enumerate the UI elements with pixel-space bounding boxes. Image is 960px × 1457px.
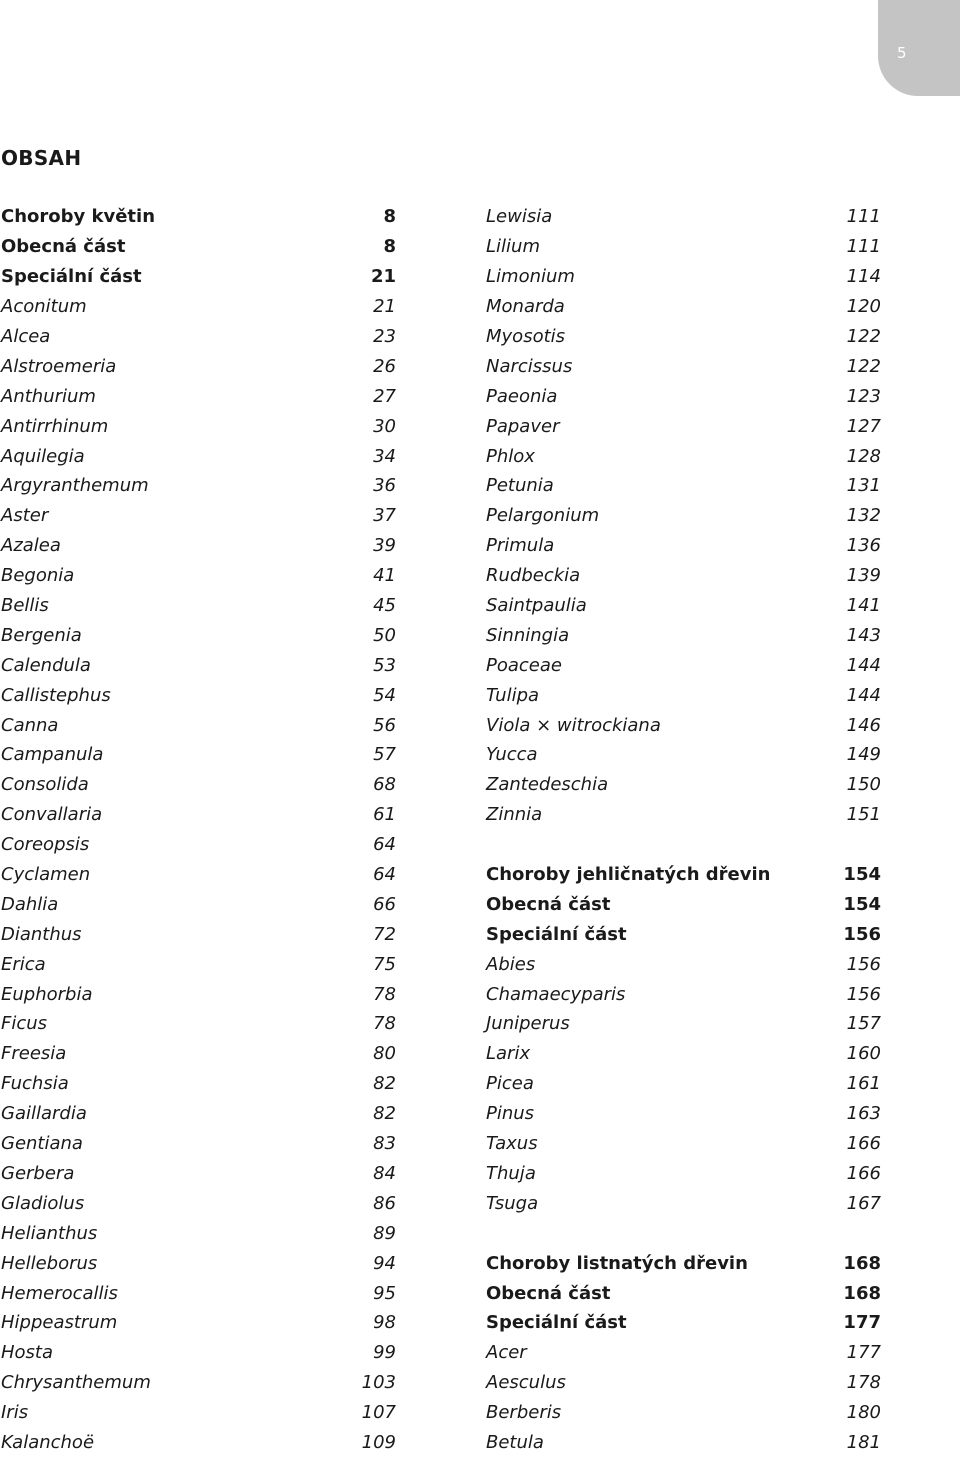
toc-entry-page: 141 xyxy=(846,595,881,617)
toc-entry-row xyxy=(1,322,396,352)
toc-entry-title: Paeonia xyxy=(486,385,558,407)
toc-entry-row xyxy=(1,441,396,471)
toc-entry-row xyxy=(1,1368,396,1398)
toc-left-column xyxy=(1,202,396,1457)
toc-spacer xyxy=(486,830,881,860)
toc-entry-row xyxy=(1,800,396,830)
toc-entry-title: Aster xyxy=(1,505,49,527)
toc-entry-page: 146 xyxy=(846,714,881,736)
toc-entry-page: 82 xyxy=(373,1073,396,1095)
toc-entry-row xyxy=(1,1308,396,1338)
toc-entry-title: Canna xyxy=(1,714,59,736)
toc-entry-row xyxy=(486,1069,881,1099)
toc-entry-page: 53 xyxy=(373,654,396,676)
toc-entry-page: 41 xyxy=(373,565,396,587)
toc-entry-title: Pelargonium xyxy=(486,505,600,527)
toc-entry-title: Ficus xyxy=(1,1013,48,1035)
toc-entry-title: Argyranthemum xyxy=(1,475,149,497)
toc-entry-row xyxy=(1,1159,396,1189)
toc-entry-title: Thuja xyxy=(486,1162,536,1184)
toc-entry-row xyxy=(486,381,881,411)
toc-entry-row xyxy=(486,1338,881,1368)
toc-section-row xyxy=(486,919,881,949)
toc-entry-page: 149 xyxy=(846,744,881,766)
toc-entry-row xyxy=(486,471,881,501)
toc-entry-page: 122 xyxy=(846,355,881,377)
toc-entry-title: Juniperus xyxy=(486,1013,570,1035)
toc-entry-title: Narcissus xyxy=(486,355,573,377)
toc-entry-page: 34 xyxy=(373,445,396,467)
toc-entry-page: 128 xyxy=(846,445,881,467)
toc-entry-title: Kalanchoë xyxy=(1,1431,95,1453)
page-number-tab xyxy=(878,0,960,96)
toc-entry-row xyxy=(1,1338,396,1368)
toc-entry-title: Hippeastrum xyxy=(1,1312,118,1334)
toc-entry-row xyxy=(1,979,396,1009)
toc-entry-title: Saintpaulia xyxy=(486,595,587,617)
toc-section-row xyxy=(1,202,396,232)
toc-entry-page: 98 xyxy=(373,1312,396,1334)
toc-entry-page: 154 xyxy=(843,864,881,886)
toc-entry-row xyxy=(486,650,881,680)
toc-entry-page: 99 xyxy=(373,1342,396,1364)
toc-entry-row xyxy=(1,830,396,860)
toc-entry-title: Bellis xyxy=(1,595,49,617)
toc-entry-title: Bergenia xyxy=(1,624,82,646)
toc-right-column xyxy=(486,202,881,1457)
toc-entry-row xyxy=(1,860,396,890)
toc-entry-page: 82 xyxy=(373,1103,396,1125)
toc-entry-title: Gentiana xyxy=(1,1133,83,1155)
toc-entry-row xyxy=(1,471,396,501)
toc-entry-page: 8 xyxy=(383,236,396,258)
toc-entry-page: 163 xyxy=(846,1103,881,1125)
toc-entry-page: 54 xyxy=(373,684,396,706)
toc-entry-row xyxy=(486,411,881,441)
toc-entry-title: Choroby listnatých dřevin xyxy=(486,1252,748,1274)
toc-entry-row xyxy=(1,531,396,561)
toc-entry-row xyxy=(1,740,396,770)
toc-entry-row xyxy=(1,351,396,381)
toc-entry-row xyxy=(1,680,396,710)
toc-entry-title: Monarda xyxy=(486,296,565,318)
toc-entry-page: 68 xyxy=(373,774,396,796)
toc-entry-title: Erica xyxy=(1,953,46,975)
toc-entry-row xyxy=(1,411,396,441)
toc-entry-title: Helianthus xyxy=(1,1222,98,1244)
toc-entry-page: 131 xyxy=(846,475,881,497)
toc-entry-title: Cyclamen xyxy=(1,864,91,886)
toc-entry-row xyxy=(486,1368,881,1398)
toc-entry-title: Aquilegia xyxy=(1,445,85,467)
toc-entry-title: Alstroemeria xyxy=(1,355,117,377)
toc-entry-page: 57 xyxy=(373,744,396,766)
toc-entry-page: 177 xyxy=(846,1342,881,1364)
toc-entry-page: 45 xyxy=(373,595,396,617)
toc-entry-title: Convallaria xyxy=(1,804,103,826)
toc-entry-page: 156 xyxy=(846,953,881,975)
toc-entry-row xyxy=(486,1398,881,1428)
toc-entry-title: Petunia xyxy=(486,475,554,497)
toc-entry-title: Dahlia xyxy=(1,893,59,915)
toc-entry-row xyxy=(1,1278,396,1308)
toc-entry-title: Callistephus xyxy=(1,684,111,706)
toc-entry-row xyxy=(1,1428,396,1457)
toc-entry-title: Chrysanthemum xyxy=(1,1372,151,1394)
toc-entry-title: Phlox xyxy=(486,445,535,467)
toc-entry-title: Aconitum xyxy=(1,296,87,318)
toc-entry-page: 168 xyxy=(843,1252,881,1274)
toc-entry-page: 177 xyxy=(843,1312,881,1334)
toc-entry-row xyxy=(1,710,396,740)
toc-section-row xyxy=(1,232,396,262)
toc-entry-title: Obecná část xyxy=(486,893,611,915)
toc-entry-row xyxy=(486,949,881,979)
toc-entry-page: 157 xyxy=(846,1013,881,1035)
toc-entry-page: 36 xyxy=(373,475,396,497)
toc-section-row xyxy=(486,860,881,890)
toc-entry-row xyxy=(486,979,881,1009)
toc-entry-title: Obecná část xyxy=(1,236,126,258)
toc-entry-title: Zinnia xyxy=(486,804,543,826)
toc-entry-page: 72 xyxy=(373,923,396,945)
toc-entry-page: 114 xyxy=(846,266,881,288)
toc-entry-title: Sinningia xyxy=(486,624,570,646)
toc-entry-row xyxy=(486,1129,881,1159)
toc-entry-title: Gladiolus xyxy=(1,1192,85,1214)
toc-entry-title: Acer xyxy=(486,1342,527,1364)
toc-entry-title: Azalea xyxy=(1,535,61,557)
toc-entry-row xyxy=(486,620,881,650)
toc-entry-title: Helleborus xyxy=(1,1252,98,1274)
toc-entry-title: Berberis xyxy=(486,1402,562,1424)
toc-entry-page: 111 xyxy=(846,206,881,228)
toc-entry-title: Primula xyxy=(486,535,555,557)
toc-entry-page: 84 xyxy=(373,1162,396,1184)
toc-section-row xyxy=(486,1248,881,1278)
toc-entry-title: Tulipa xyxy=(486,684,540,706)
toc-entry-title: Freesia xyxy=(1,1043,67,1065)
toc-entry-row xyxy=(486,202,881,232)
toc-entry-title: Lilium xyxy=(486,236,540,258)
toc-entry-title: Antirrhinum xyxy=(1,415,109,437)
toc-entry-page: 136 xyxy=(846,535,881,557)
toc-entry-page: 80 xyxy=(373,1043,396,1065)
toc-entry-row xyxy=(486,800,881,830)
toc-entry-title: Speciální část xyxy=(1,266,142,288)
toc-entry-title: Choroby květin xyxy=(1,206,156,228)
toc-entry-title: Zantedeschia xyxy=(486,774,609,796)
toc-entry-page: 111 xyxy=(846,236,881,258)
toc-entry-row xyxy=(486,1099,881,1129)
toc-entry-title: Iris xyxy=(1,1402,29,1424)
toc-entry-page: 143 xyxy=(846,624,881,646)
toc-entry-title: Chamaecyparis xyxy=(486,983,626,1005)
toc-entry-page: 109 xyxy=(361,1431,396,1453)
toc-entry-title: Gerbera xyxy=(1,1162,75,1184)
toc-entry-row xyxy=(486,1159,881,1189)
toc-entry-row xyxy=(1,1009,396,1039)
toc-entry-title: Lewisia xyxy=(486,206,553,228)
toc-entry-row xyxy=(486,591,881,621)
toc-entry-title: Consolida xyxy=(1,774,89,796)
toc-entry-row xyxy=(486,262,881,292)
toc-entry-row xyxy=(486,1428,881,1457)
toc-entry-title: Fuchsia xyxy=(1,1073,69,1095)
toc-entry-page: 26 xyxy=(373,355,396,377)
toc-entry-row xyxy=(486,680,881,710)
toc-entry-page: 122 xyxy=(846,326,881,347)
toc-entry-row xyxy=(486,531,881,561)
toc-entry-page: 123 xyxy=(846,385,881,407)
toc-entry-title: Campanula xyxy=(1,744,104,766)
toc-entry-page: 75 xyxy=(373,953,396,975)
toc-entry-title: Begonia xyxy=(1,565,75,587)
toc-section-row xyxy=(486,1278,881,1308)
toc-entry-page: 127 xyxy=(846,415,881,437)
toc-entry-row xyxy=(486,710,881,740)
toc-entry-row xyxy=(1,650,396,680)
toc-section-row xyxy=(1,262,396,292)
toc-entry-title: Myosotis xyxy=(486,326,566,347)
toc-entry-row xyxy=(1,1248,396,1278)
toc-entry-page: 154 xyxy=(843,893,881,915)
toc-entry-page: 150 xyxy=(846,774,881,796)
toc-entry-page: 178 xyxy=(846,1372,881,1394)
toc-entry-page: 161 xyxy=(846,1073,881,1095)
toc-entry-page: 64 xyxy=(373,834,396,856)
toc-entry-title: Taxus xyxy=(486,1133,538,1155)
toc-entry-page: 21 xyxy=(370,266,396,288)
toc-entry-title: Picea xyxy=(486,1073,534,1095)
toc-entry-page: 181 xyxy=(846,1431,881,1453)
toc-entry-row xyxy=(1,770,396,800)
toc-entry-page: 30 xyxy=(373,415,396,437)
toc-entry-row xyxy=(1,381,396,411)
toc-entry-page: 89 xyxy=(373,1222,396,1244)
toc-entry-row xyxy=(1,1188,396,1218)
toc-entry-page: 151 xyxy=(846,804,881,826)
toc-entry-page: 132 xyxy=(846,505,881,527)
toc-entry-page: 156 xyxy=(846,983,881,1005)
toc-entry-page: 103 xyxy=(361,1372,396,1394)
toc-entry-row xyxy=(1,1218,396,1248)
toc-entry-row xyxy=(1,292,396,322)
toc-entry-row xyxy=(486,770,881,800)
toc-entry-page: 95 xyxy=(373,1282,396,1304)
toc-entry-row xyxy=(1,949,396,979)
toc-entry-page: 39 xyxy=(373,535,396,557)
toc-entry-row xyxy=(486,351,881,381)
toc-entry-page: 78 xyxy=(373,983,396,1005)
toc-entry-page: 166 xyxy=(846,1133,881,1155)
toc-entry-row xyxy=(1,1398,396,1428)
toc-entry-row xyxy=(1,889,396,919)
toc-entry-page: 156 xyxy=(843,923,881,945)
toc-entry-page: 50 xyxy=(373,624,396,646)
toc-section-row xyxy=(486,889,881,919)
toc-entry-title: Tsuga xyxy=(486,1192,539,1214)
toc-spacer xyxy=(486,1218,881,1248)
toc-entry-page: 120 xyxy=(846,296,881,318)
toc-entry-page: 86 xyxy=(373,1192,396,1214)
toc-entry-page: 167 xyxy=(846,1192,881,1214)
toc-entry-page: 94 xyxy=(373,1252,396,1274)
toc-entry-row xyxy=(486,232,881,262)
toc-entry-title: Euphorbia xyxy=(1,983,93,1005)
toc-entry-page: 56 xyxy=(373,714,396,736)
toc-entry-title: Betula xyxy=(486,1431,544,1453)
toc-entry-title: Speciální část xyxy=(486,923,627,945)
toc-entry-page: 160 xyxy=(846,1043,881,1065)
toc-entry-title: Hosta xyxy=(1,1342,54,1364)
toc-entry-row xyxy=(486,322,881,352)
toc-entry-title: Larix xyxy=(486,1043,531,1065)
toc-entry-page: 107 xyxy=(361,1402,396,1424)
toc-entry-title: Calendula xyxy=(1,654,91,676)
toc-entry-row xyxy=(486,1009,881,1039)
toc-entry-title: Abies xyxy=(486,953,536,975)
toc-entry-page: 8 xyxy=(383,206,396,228)
toc-entry-row xyxy=(1,591,396,621)
toc-entry-title: Rudbeckia xyxy=(486,565,581,587)
toc-entry-title: Hemerocallis xyxy=(1,1282,118,1304)
toc-entry-title: Pinus xyxy=(486,1103,535,1125)
toc-entry-page: 144 xyxy=(846,654,881,676)
toc-entry-title: Aesculus xyxy=(486,1372,566,1394)
toc-entry-row xyxy=(486,292,881,322)
toc-entry-page: 66 xyxy=(373,893,396,915)
toc-entry-title: Gaillardia xyxy=(1,1103,87,1125)
toc-entry-page: 83 xyxy=(373,1133,396,1155)
toc-entry-page: 180 xyxy=(846,1402,881,1424)
toc-entry-row xyxy=(1,620,396,650)
toc-entry-row xyxy=(1,561,396,591)
toc-entry-title: Speciální část xyxy=(486,1312,627,1334)
toc-entry-page: 168 xyxy=(843,1282,881,1304)
toc-entry-row xyxy=(486,740,881,770)
toc-entry-row xyxy=(1,1069,396,1099)
toc-entry-page: 61 xyxy=(373,804,396,826)
toc-entry-row xyxy=(486,1188,881,1218)
toc-entry-title: Dianthus xyxy=(1,923,82,945)
toc-entry-row xyxy=(486,1039,881,1069)
toc-entry-page: 37 xyxy=(373,505,396,527)
toc-entry-page: 64 xyxy=(373,864,396,886)
toc-entry-title: Alcea xyxy=(1,326,51,347)
page-number: 5 xyxy=(897,44,907,62)
toc-entry-page: 144 xyxy=(846,684,881,706)
toc-entry-page: 21 xyxy=(373,296,396,318)
toc-entry-title: Viola × witrockiana xyxy=(486,714,661,736)
toc-entry-row xyxy=(1,501,396,531)
toc-entry-row xyxy=(1,919,396,949)
toc-entry-title: Poaceae xyxy=(486,654,562,676)
toc-entry-title: Choroby jehličnatých dřevin xyxy=(486,864,771,886)
toc-entry-row xyxy=(1,1099,396,1129)
toc-entry-page: 23 xyxy=(373,326,396,347)
toc-entry-title: Anthurium xyxy=(1,385,96,407)
toc-entry-row xyxy=(486,441,881,471)
toc-entry-page: 27 xyxy=(373,385,396,407)
toc-entry-title: Obecná část xyxy=(486,1282,611,1304)
toc-entry-title: Coreopsis xyxy=(1,834,90,856)
toc-entry-title: Papaver xyxy=(486,415,560,437)
page-title: OBSAH xyxy=(1,146,82,170)
toc-entry-row xyxy=(486,501,881,531)
toc-entry-row xyxy=(1,1039,396,1069)
toc-section-row xyxy=(486,1308,881,1338)
toc-entry-row xyxy=(1,1129,396,1159)
toc-entry-page: 78 xyxy=(373,1013,396,1035)
toc-entry-page: 139 xyxy=(846,565,881,587)
toc-entry-title: Yucca xyxy=(486,744,538,766)
toc-entry-page: 166 xyxy=(846,1162,881,1184)
toc-entry-title: Limonium xyxy=(486,266,575,288)
toc-entry-row xyxy=(486,561,881,591)
